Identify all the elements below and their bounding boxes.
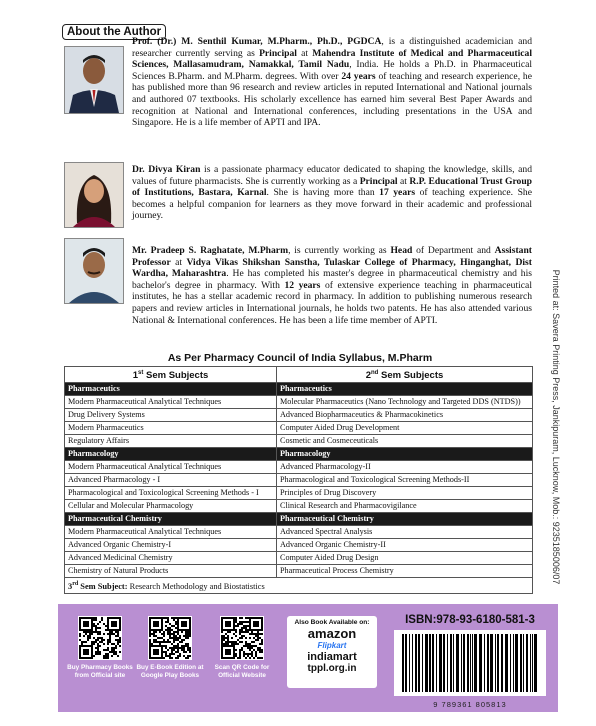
subject-cell: Chemistry of Natural Products bbox=[65, 565, 277, 578]
subject-cell: Advanced Biopharmaceutics & Pharmacokinetics bbox=[277, 409, 533, 422]
flipkart-logo[interactable]: Flipkart bbox=[317, 641, 347, 650]
syllabus-section-header bbox=[65, 448, 533, 461]
availability-box bbox=[287, 616, 377, 688]
section-name: Pharmacology bbox=[65, 448, 277, 461]
subject-cell: Pharmacological and Toxicological Screening Methods - I bbox=[65, 487, 277, 500]
barcode-icon bbox=[394, 630, 546, 696]
subject-cell: Clinical Research and Pharmacovigilance bbox=[277, 500, 533, 513]
barcode-digits: 9 789361 805813 bbox=[433, 700, 507, 709]
syllabus-table bbox=[64, 366, 533, 594]
table-row bbox=[65, 539, 533, 552]
table-row bbox=[65, 565, 533, 578]
amazon-logo[interactable]: amazon bbox=[307, 626, 357, 641]
table-row bbox=[65, 396, 533, 409]
subject-cell: Advanced Organic Chemistry-I bbox=[65, 539, 277, 552]
syllabus-section-header bbox=[65, 513, 533, 526]
qr-caption: Buy Pharmacy Books from Official site bbox=[67, 664, 133, 679]
about-author-heading: About the Author bbox=[62, 24, 166, 40]
qr-caption: Scan QR Code for Official Website bbox=[214, 664, 270, 679]
subject-cell: Advanced Spectral Analysis bbox=[277, 526, 533, 539]
column-header: 2nd Sem Subjects bbox=[277, 367, 533, 383]
author-3-photo bbox=[64, 238, 124, 304]
table-row bbox=[65, 500, 533, 513]
author-3-bio: Mr. Pradeep S. Raghatate, M.Pharm, is currently working as Head of Department and Assistant Professor at Vidya Vikas Shikshan Sanstha, Tulaskar College of Pharmacy, Hinganghat, Dist Wardha, Maharashtra. He has completed his master's degree in pharmaceutical chemistry and his bachelor's degree in pharmacy. With 12 years of extensive experience teaching in pharmaceutical institutes, he has a stellar academic record in pharmacy. In addition to publishing numerous research papers and review articles in International journals, he holds two patents. He has also attended various National & International conferences. He has been a life time member of APTI. bbox=[132, 245, 532, 326]
table-row bbox=[65, 487, 533, 500]
subject-cell: Advanced Pharmacology - I bbox=[65, 474, 277, 487]
subject-cell: Cosmetic and Cosmeceuticals bbox=[277, 435, 533, 448]
isbn-label: ISBN:978-93-6180-581-3 bbox=[405, 614, 535, 626]
third-sem-row bbox=[65, 578, 533, 594]
subject-cell: Modern Pharmaceutical Analytical Techniques bbox=[65, 526, 277, 539]
table-row bbox=[65, 474, 533, 487]
subject-cell: Cellular and Molecular Pharmacology bbox=[65, 500, 277, 513]
subject-cell: Advanced Pharmacology-II bbox=[277, 461, 533, 474]
syllabus-title: As Per Pharmacy Council of India Syllabus, M.Pharm bbox=[167, 352, 433, 364]
table-row bbox=[65, 461, 533, 474]
subject-cell: Modern Pharmaceutics bbox=[65, 422, 277, 435]
subject-cell: Pharmaceutical Process Chemistry bbox=[277, 565, 533, 578]
indiamart-logo[interactable]: indiamart bbox=[307, 651, 357, 663]
subject-cell: Molecular Pharmaceutics (Nano Technology and Targeted DDS (NTDS)) bbox=[277, 396, 533, 409]
author-2-bio: Dr. Divya Kiran is a passionate pharmacy educator dedicated to shaping the knowledge, skills, and values of future pharmacists. She is currently working as a Principal at R.P. Educational Trust Group of Institutions, Bastara, Karnal. She is having more than 17 years of teaching experience. She becomes a helpful companion for learners as they move forward in their academic and professional journey. bbox=[132, 164, 532, 222]
subject-cell: Modern Pharmaceutical Analytical Techniques bbox=[65, 461, 277, 474]
section-name: Pharmaceutical Chemistry bbox=[65, 513, 277, 526]
table-row bbox=[65, 409, 533, 422]
table-row bbox=[65, 552, 533, 565]
subject-cell: Computer Aided Drug Design bbox=[277, 552, 533, 565]
section-name: Pharmaceutical Chemistry bbox=[277, 513, 533, 526]
qr-caption: Buy E-Book Edition at Google Play Books bbox=[136, 664, 204, 679]
printer-note: Printed at: Savera Printing Press, Jankipuram, Lucknow, Mob.: 9235185006/07 bbox=[551, 269, 561, 585]
subject-cell: Computer Aided Drug Development bbox=[277, 422, 533, 435]
website-link[interactable]: tppl.org.in bbox=[307, 663, 357, 674]
third-sem-cell: 3rd Sem Subject: Research Methodology and Biostatistics bbox=[65, 578, 533, 594]
section-name: Pharmacology bbox=[277, 448, 533, 461]
table-row bbox=[65, 526, 533, 539]
qr-code-icon[interactable] bbox=[148, 616, 192, 660]
subject-cell: Advanced Organic Chemistry-II bbox=[277, 539, 533, 552]
section-name: Pharmaceutics bbox=[277, 383, 533, 396]
subject-cell: Drug Delivery Systems bbox=[65, 409, 277, 422]
subject-cell: Principles of Drug Discovery bbox=[277, 487, 533, 500]
subject-cell: Advanced Medicinal Chemistry bbox=[65, 552, 277, 565]
qr-code-icon[interactable] bbox=[78, 616, 122, 660]
subject-cell: Modern Pharmaceutical Analytical Techniques bbox=[65, 396, 277, 409]
table-row bbox=[65, 422, 533, 435]
table-row bbox=[65, 435, 533, 448]
availability-title: Also Book Available on: bbox=[294, 619, 370, 626]
author-1-photo bbox=[64, 46, 124, 114]
subject-cell: Pharmacological and Toxicological Screening Methods-II bbox=[277, 474, 533, 487]
column-header: 1st Sem Subjects bbox=[65, 367, 277, 383]
qr-code-icon[interactable] bbox=[220, 616, 264, 660]
syllabus-section-header bbox=[65, 383, 533, 396]
syllabus-column-headers bbox=[65, 367, 533, 383]
author-1-bio: Prof. (Dr.) M. Senthil Kumar, M.Pharm., Ph.D., PGDCA, is a distinguished academician and researcher currently serving as Principal at Mahendra Institute of Medical and Pharmaceutical Sciences, Mallasamudram, Namakkal, Tamil Nadu, India. He holds a Ph.D. in Pharmaceutical Sciences B.Pharm. and M.Pharm. degrees. With over 24 years of teaching and research experience, he has published more than 96 research and review articles in reputed International and National journals and authored 07 textbooks. His scholarly excellence has earned him several Best Paper Awards and recognition at National and International conferences, including presentations in the USA and Singapore. He is a life member of APTI and IPA. bbox=[132, 36, 532, 129]
author-2-photo bbox=[64, 162, 124, 228]
subject-cell: Regulatory Affairs bbox=[65, 435, 277, 448]
section-name: Pharmaceutics bbox=[65, 383, 277, 396]
